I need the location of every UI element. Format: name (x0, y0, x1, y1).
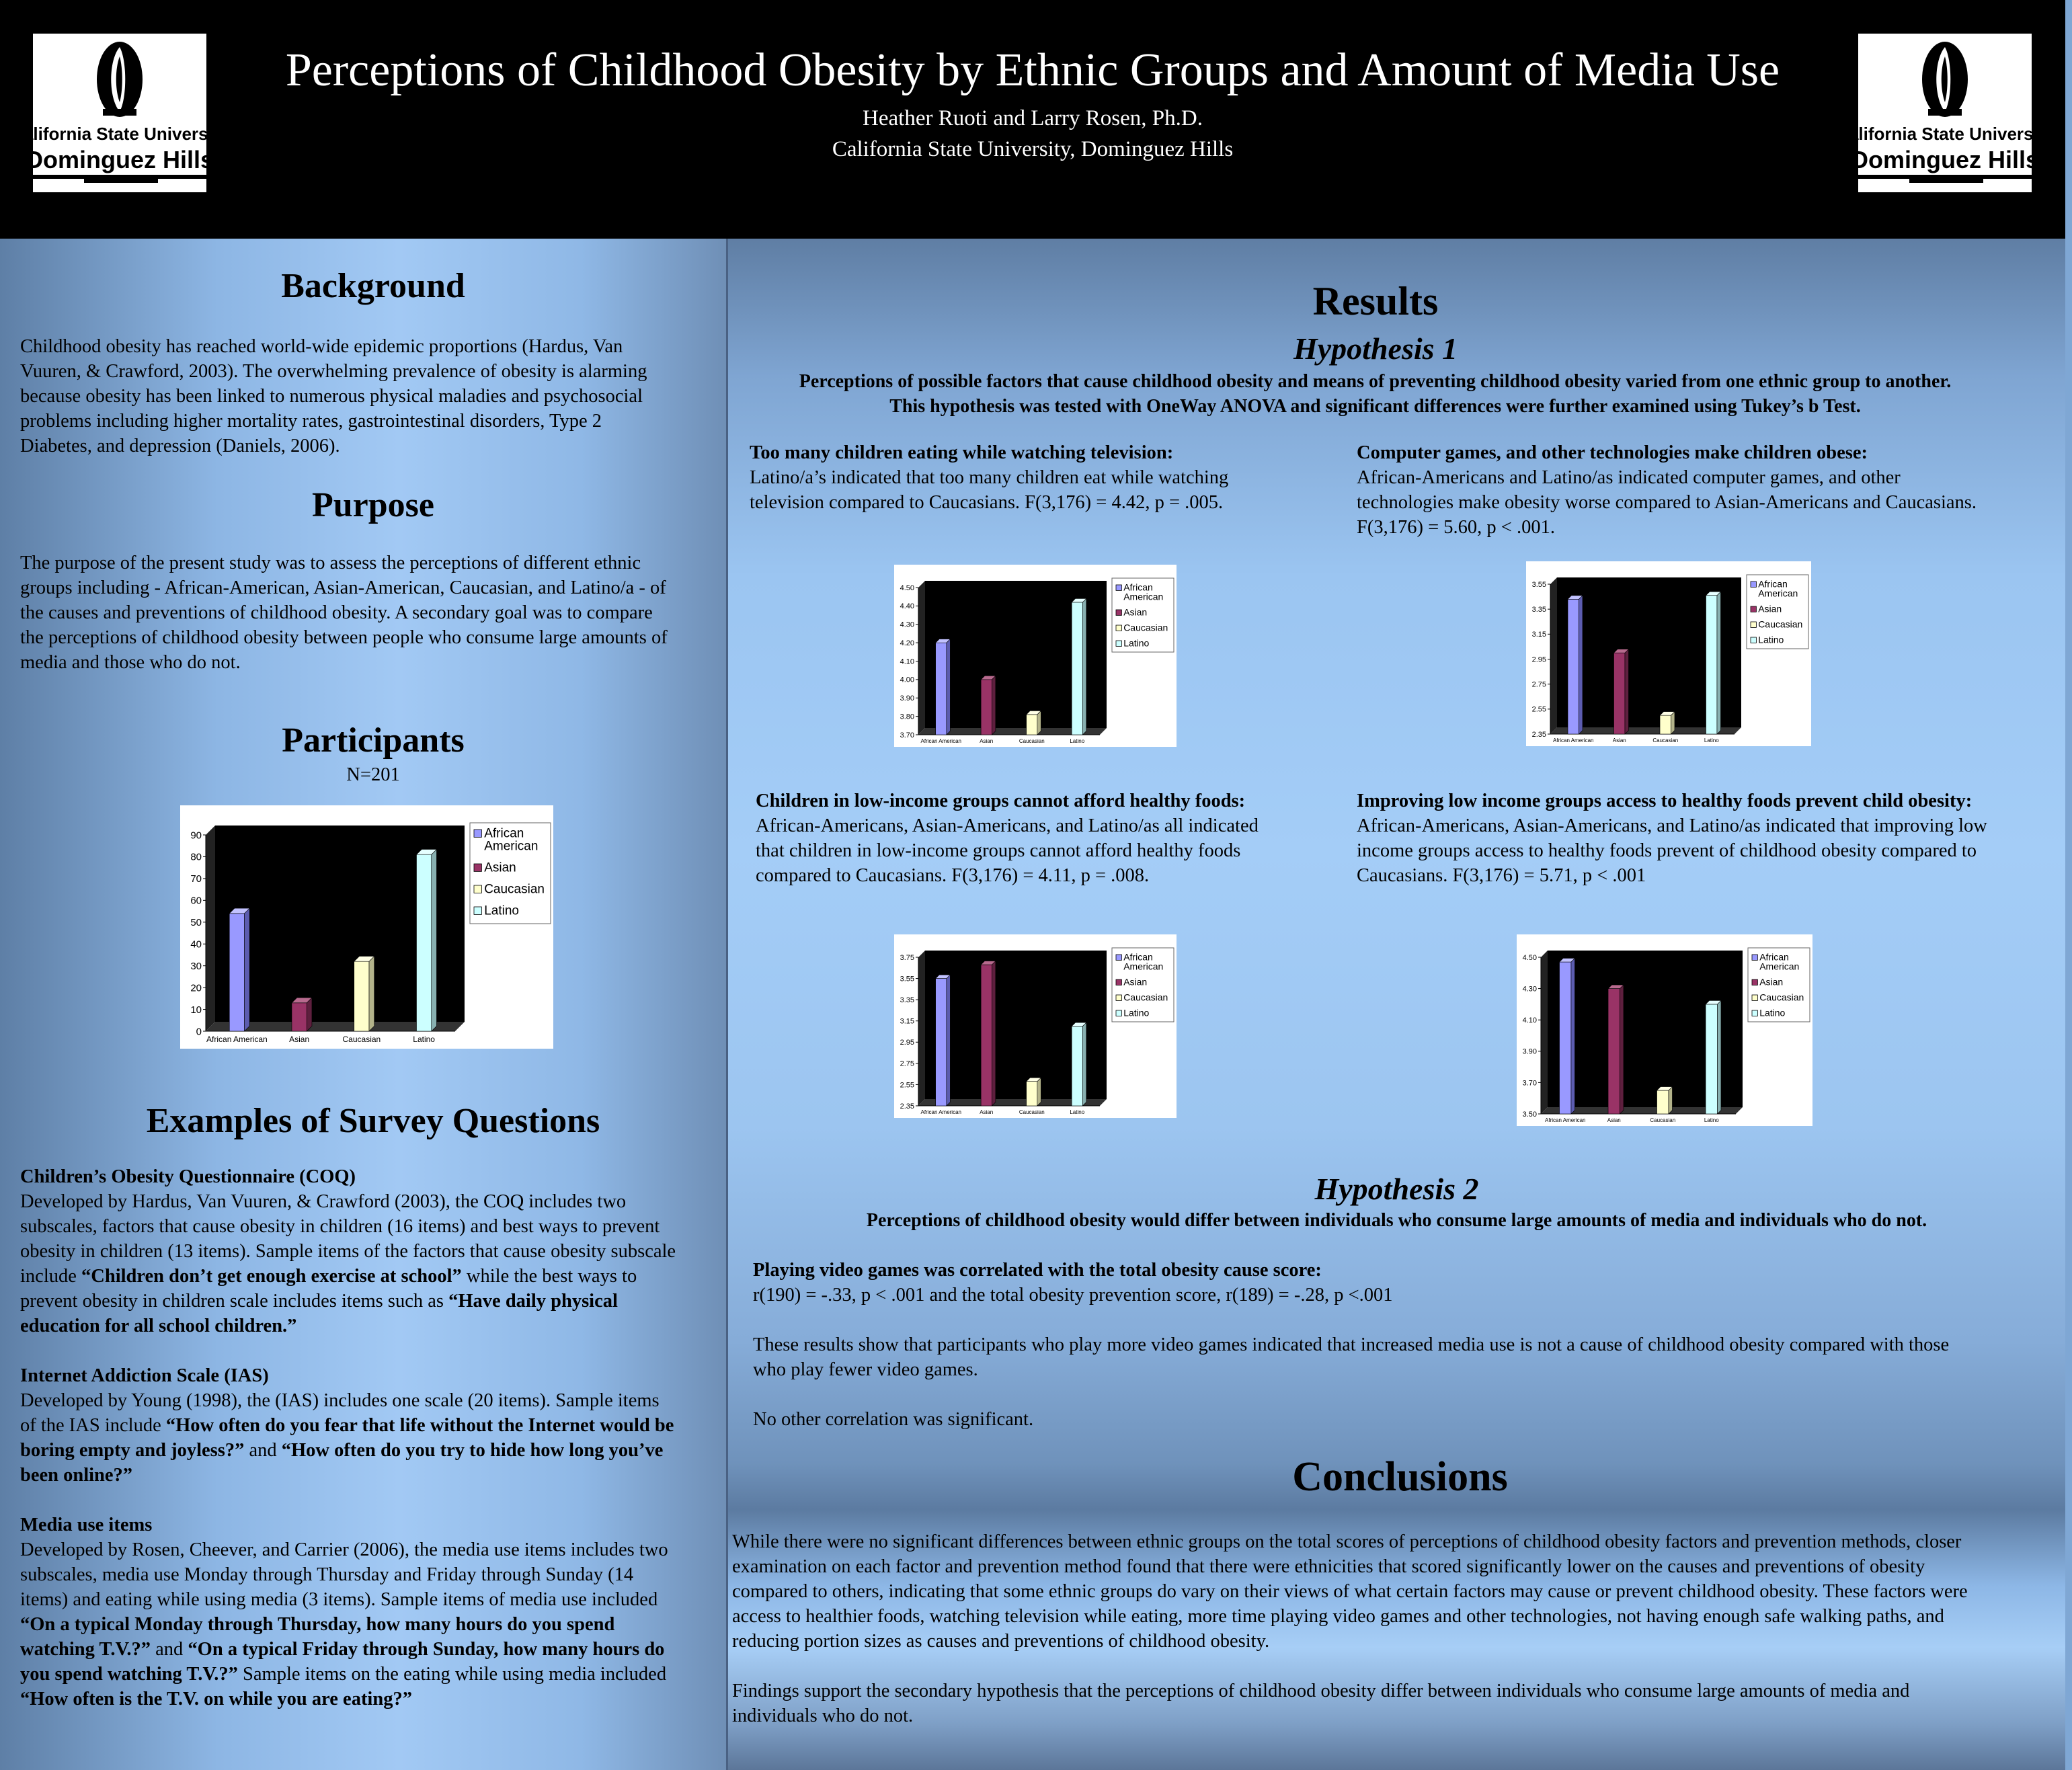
legend-label: Asian (1758, 603, 1782, 614)
bar (981, 680, 992, 735)
finding-title: Too many children eating while watching television: (750, 442, 1174, 463)
x-tick-label: Latino (1704, 737, 1719, 743)
purpose-text (20, 551, 726, 675)
spacer (20, 1338, 726, 1363)
survey-span: include (20, 1266, 82, 1287)
legend-swatch (474, 907, 481, 914)
y-tick-label: 3.35 (1531, 606, 1546, 614)
legend-label: Caucasian (1123, 622, 1168, 633)
access-chart (1517, 934, 1812, 1126)
chart-sidewall (918, 951, 925, 1106)
survey-quote: boring empty and joyless?” (20, 1440, 245, 1461)
hypothesis1-desc (728, 369, 2022, 419)
survey-quote: been online?” (20, 1465, 133, 1486)
bar (1608, 989, 1620, 1114)
participants-n: N=201 (346, 764, 400, 785)
bar-side (1625, 649, 1629, 734)
y-tick-label: 80 (190, 851, 202, 863)
participants-chart (180, 805, 553, 1049)
background-line: Diabetes, and depression (Daniels, 2006). (20, 436, 340, 456)
legend-swatch (1116, 641, 1121, 646)
legend-swatch (1752, 1010, 1757, 1016)
y-tick-label: 4.50 (900, 584, 914, 592)
x-tick-label: Latino (1704, 1117, 1719, 1123)
legend-label: Asian (1759, 976, 1784, 988)
hypothesis1-desc-line: This hypothesis was tested with OneWay ANOVA and significant differences were further examined using Tukey’s b Test. (889, 396, 1861, 417)
bar (981, 965, 992, 1106)
purpose-line: media and those who do not. (20, 652, 241, 673)
bar (1706, 596, 1717, 734)
finding-title: Children in low-income groups cannot afford healthy foods: (756, 791, 1246, 811)
survey-span: and (151, 1639, 188, 1660)
legend-swatch (1116, 955, 1121, 960)
tv-bar-chart (894, 565, 1177, 747)
y-tick-label: 2.55 (900, 1081, 914, 1090)
bar-side (307, 998, 312, 1031)
university-logo-right (1836, 34, 2054, 192)
logo-text-line1: California State University (1836, 124, 2054, 144)
legend-swatch (1116, 995, 1121, 1000)
finding-line: television compared to Caucasians. F(3,176) = 4.42, p = .005. (750, 492, 1224, 513)
legend-swatch (1751, 637, 1756, 643)
finding-afford (756, 789, 1354, 888)
participants-heading: Participants (282, 721, 465, 760)
survey-line: subscales, factors that cause obesity in children (16 items) and best ways to prevent (20, 1216, 660, 1237)
university-logo-left (11, 34, 229, 192)
background-line: because obesity has been linked to numerous physical maladies and psychosocial (20, 386, 643, 407)
y-tick-label: 2.35 (900, 1102, 914, 1111)
poster-title: Perceptions of Childhood Obesity by Ethnic Groups and Amount of Media Use (285, 44, 1780, 96)
bar-side (1620, 985, 1624, 1114)
survey-quote: you spend watching T.V.?” (20, 1664, 238, 1685)
x-tick-label: African American (206, 1035, 268, 1044)
legend-label: Caucasian (1758, 618, 1803, 630)
bar-side (1571, 958, 1575, 1114)
bar-side (1717, 1000, 1721, 1114)
afford-bar-chart (894, 934, 1177, 1118)
finding-line: African-Americans and Latino/as indicated computer games, and other (1357, 467, 1901, 488)
x-tick-label: Caucasian (1019, 1109, 1045, 1115)
legend-label: Asian (1123, 606, 1148, 618)
conclusions-line: access to healthier foods, watching television while eating, more time playing video games and other technologies, not having enough safe walking paths, and (732, 1606, 1944, 1627)
survey-line: Developed by Rosen, Cheever, and Carrier (2006), the media use items includes two (20, 1539, 668, 1560)
finding-line: income groups access to healthy foods prevent of childhood obesity compared to (1357, 840, 1977, 861)
y-tick-label: 4.10 (900, 657, 914, 666)
y-tick-label: 2.35 (1531, 730, 1546, 739)
bar (292, 1003, 307, 1031)
bar (1560, 962, 1571, 1114)
finding-line: compared to Caucasians. F(3,176) = 4.11, p = .008. (756, 865, 1150, 886)
coq-title: Children’s Obesity Questionnaire (COQ) (20, 1166, 356, 1187)
x-tick-label: Caucasian (342, 1035, 381, 1044)
games-chart (1526, 561, 1811, 746)
x-tick-label: Asian (289, 1035, 310, 1044)
spacer (20, 1488, 726, 1513)
legend-swatch (1752, 979, 1757, 985)
y-tick-label: 2.55 (1531, 705, 1546, 714)
y-tick-label: 4.50 (1522, 953, 1537, 962)
bar (1614, 653, 1625, 734)
bar (936, 643, 947, 735)
conclusions-line: compared to others, indicating that some ethnic groups do vary on their views of what certain factors may cause or prevent childhood obesity. These factors were (732, 1581, 1968, 1602)
survey-span: and (244, 1440, 282, 1461)
y-tick-label: 3.50 (1522, 1110, 1537, 1119)
y-tick-label: 90 (190, 830, 202, 842)
bar-side (1082, 1022, 1086, 1106)
bar (229, 914, 244, 1031)
legend-swatch (1752, 955, 1757, 960)
finding-title: Improving low income groups access to healthy foods prevent child obesity: (1357, 791, 1973, 811)
tv-chart (894, 565, 1177, 747)
poster-header (0, 0, 2065, 239)
afford-chart (894, 934, 1177, 1118)
legend-label: Caucasian (1123, 992, 1168, 1003)
legend-label: American (1123, 591, 1164, 602)
x-tick-label: Caucasian (1019, 738, 1045, 744)
survey-quote: “On a typical Friday through Sunday, how many hours do (188, 1639, 665, 1660)
y-tick-label: 2.75 (900, 1059, 914, 1068)
hypothesis2-finding-title: Playing video games was correlated with the total obesity cause score: (753, 1260, 1322, 1281)
hypothesis1-title: Hypothesis 1 (1293, 331, 1458, 366)
spacer (732, 1654, 2063, 1679)
conclusions-line: individuals who do not. (732, 1705, 914, 1726)
hypothesis2-title: Hypothesis 2 (1314, 1172, 1479, 1206)
hypothesis2-other: No other correlation was significant. (753, 1409, 1034, 1430)
survey-line: subscales, media use Monday through Thursday and Friday through Sunday (14 (20, 1564, 634, 1585)
conclusions-heading: Conclusions (1292, 1454, 1508, 1500)
bar-side (1669, 1087, 1673, 1114)
bar (1072, 1027, 1082, 1106)
x-tick-label: Caucasian (1650, 1117, 1676, 1123)
finding-line: that children in low-income groups cannot afford healthy foods (756, 840, 1241, 861)
bar (354, 961, 369, 1031)
chart-sidewall (918, 581, 925, 735)
y-tick-label: 4.30 (900, 620, 914, 629)
legend-label: Latino (1123, 637, 1150, 649)
x-tick-label: Asian (980, 1109, 994, 1115)
spacer (753, 1382, 2061, 1407)
bar (936, 979, 947, 1106)
legend-label: Latino (484, 903, 519, 918)
logo-text-line2: Dominguez Hills (1850, 146, 2040, 173)
legend-label: Caucasian (1759, 992, 1804, 1003)
survey-line (20, 1289, 726, 1314)
participants-bar-chart (180, 805, 553, 1049)
bar-side (1037, 1078, 1041, 1106)
bar (1657, 1090, 1669, 1114)
hypothesis2-finding-text: r(190) = -.33, p < .001 and the total obesity prevention score, r(189) = -.28, p <.001 (753, 1285, 1393, 1305)
finding-tv (750, 440, 1355, 515)
survey-quote: “How often is the T.V. on while you are eating?” (20, 1689, 412, 1709)
y-tick-label: 3.55 (1531, 580, 1546, 589)
chart-sidewall (1541, 951, 1548, 1114)
access-bar-chart (1517, 934, 1812, 1126)
bar (1706, 1004, 1717, 1114)
survey-quote: “Have daily physical (448, 1291, 618, 1312)
x-tick-label: African American (1553, 737, 1594, 743)
survey-line (20, 1264, 726, 1289)
legend-swatch (1751, 606, 1756, 612)
legend-label: African (1123, 951, 1153, 963)
y-tick-label: 3.90 (1522, 1047, 1537, 1056)
x-tick-label: Asian (980, 738, 994, 744)
legend-swatch (1116, 625, 1121, 631)
hypothesis2-summary-line: These results show that participants who play more video games indicated that increased media use is not a cause of childhood obesity compared with those (753, 1334, 1950, 1355)
background-text (20, 334, 726, 458)
y-tick-label: 3.55 (900, 975, 914, 983)
y-tick-label: 50 (190, 917, 202, 929)
bar-side (432, 850, 437, 1032)
conclusions-line: While there were no significant differences between ethnic groups on the total scores of perceptions of childhood obesity factors and prevention methods, closer (732, 1531, 1962, 1552)
bar (1027, 1082, 1037, 1106)
purpose-line: groups including - African-American, Asian-American, Caucasian, and Latino/a - of (20, 577, 666, 598)
survey-quote: “How often do you fear that life without the Internet would be (165, 1415, 674, 1436)
legend-swatch (474, 864, 481, 871)
y-tick-label: 10 (190, 1004, 202, 1016)
y-tick-label: 4.40 (900, 602, 914, 611)
x-tick-label: Asian (1607, 1117, 1621, 1123)
legend-swatch (474, 885, 481, 893)
survey-line (20, 1662, 726, 1687)
purpose-line: the perceptions of childhood obesity between people who consume large amounts of (20, 627, 668, 648)
bar (416, 854, 431, 1031)
survey-heading: Examples of Survey Questions (146, 1102, 600, 1140)
spacer (753, 1308, 2061, 1332)
bar-side (992, 961, 996, 1106)
background-line: Vuuren, & Crawford, 2003). The overwhelming prevalence of obesity is alarming (20, 361, 647, 382)
legend-swatch (1116, 610, 1121, 615)
y-tick-label: 60 (190, 895, 202, 907)
background-heading: Background (281, 267, 465, 305)
y-tick-label: 4.20 (900, 639, 914, 647)
y-tick-label: 2.95 (900, 1039, 914, 1047)
chart-sidewall (206, 826, 215, 1031)
survey-quote: education for all school children.” (20, 1316, 297, 1336)
survey-span: of the IAS include (20, 1415, 166, 1436)
x-tick-label: Latino (1070, 1109, 1085, 1115)
legend-swatch (1116, 1010, 1121, 1016)
bar-side (992, 676, 996, 735)
legend-swatch (1752, 995, 1757, 1000)
survey-line: obesity in children (13 items). Sample items of the factors that cause obesity subscale (20, 1241, 676, 1262)
x-tick-label: African American (920, 738, 961, 744)
legend-label: Latino (1758, 634, 1784, 645)
survey-quote: “Children don’t get enough exercise at school” (81, 1266, 462, 1287)
y-tick-label: 2.75 (1531, 680, 1546, 689)
survey-line: Developed by Young (1998), the (IAS) includes one scale (20 items). Sample items (20, 1390, 660, 1411)
finding-line: African-Americans, Asian-Americans, and Latino/as all indicated (756, 815, 1259, 836)
y-tick-label: 3.80 (900, 713, 914, 721)
y-tick-label: 3.15 (1531, 631, 1546, 639)
x-tick-label: Latino (413, 1035, 435, 1044)
legend-swatch (1751, 622, 1756, 627)
y-tick-label: 4.00 (900, 676, 914, 684)
background-line: problems including higher mortality rates, gastrointestinal disorders, Type 2 (20, 411, 602, 432)
bar-side (245, 908, 250, 1031)
y-tick-label: 4.10 (1522, 1016, 1537, 1025)
legend-label: African (484, 826, 524, 841)
logo-text-line2: Dominguez Hills (25, 146, 214, 173)
ias-title: Internet Addiction Scale (IAS) (20, 1365, 269, 1386)
finding-line: Latino/a’s indicated that too many children eat while watching (750, 467, 1229, 488)
poster-authors: Heather Ruoti and Larry Rosen, Ph.D. (863, 106, 1203, 130)
legend-swatch (1116, 979, 1121, 985)
bar (1660, 715, 1671, 734)
bar-side (947, 639, 951, 735)
legend-label: Asian (484, 860, 516, 875)
survey-quote: watching T.V.?” (20, 1639, 151, 1660)
results-heading: Results (1312, 279, 1439, 323)
bar-side (1579, 596, 1583, 734)
poster-affiliation: California State University, Dominguez Hills (832, 137, 1234, 161)
x-tick-label: African American (920, 1109, 961, 1115)
legend-label: American (1758, 588, 1798, 599)
legend-label: Latino (1123, 1007, 1150, 1018)
finding-games (1357, 440, 2063, 540)
conclusions-text (732, 1529, 2063, 1728)
survey-span: Sample items on the eating while using media included (237, 1664, 667, 1685)
y-tick-label: 20 (190, 982, 202, 994)
legend-swatch (1116, 585, 1121, 590)
legend-label: African (1759, 951, 1789, 963)
finding-line: Caucasians. F(3,176) = 5.71, p < .001 (1357, 865, 1646, 886)
legend-label: Latino (1759, 1007, 1786, 1018)
bar-side (1037, 711, 1041, 735)
bar (1072, 602, 1082, 735)
y-tick-label: 3.70 (900, 731, 914, 739)
legend-label: African (1123, 581, 1153, 593)
y-tick-label: 30 (190, 960, 202, 972)
finding-line: technologies make obesity worse compared to Asian-Americans and Caucasians. (1357, 492, 1977, 513)
survey-text (20, 1164, 726, 1712)
survey-span: prevent obesity in children scale includes items such as (20, 1291, 449, 1312)
survey-line: Developed by Hardus, Van Vuuren, & Crawford (2003), the COQ includes two (20, 1191, 627, 1212)
y-tick-label: 2.95 (1531, 655, 1546, 664)
logo-text-line1: California State University (11, 124, 229, 144)
finding-access (1357, 789, 2063, 888)
x-tick-label: Caucasian (1652, 737, 1679, 743)
survey-line (20, 1438, 726, 1463)
conclusions-line: examination on each factor and prevention method found that there were ethnicities that scored significantly lower on the causes and preventions of obesity (732, 1556, 1925, 1577)
y-tick-label: 3.90 (900, 694, 914, 703)
y-tick-label: 4.30 (1522, 985, 1537, 994)
y-tick-label: 0 (196, 1026, 202, 1038)
y-tick-label: 70 (190, 873, 202, 885)
x-tick-label: African American (1545, 1117, 1586, 1123)
legend-label: Asian (1123, 976, 1148, 988)
y-tick-label: 3.70 (1522, 1079, 1537, 1088)
survey-quote: “How often do you try to hide how long you’ve (281, 1440, 664, 1461)
games-bar-chart (1526, 561, 1811, 746)
survey-line: items) and eating while using media (3 items). Sample items of media use included (20, 1589, 658, 1610)
finding-line: F(3,176) = 5.60, p < .001. (1357, 517, 1555, 538)
purpose-line: The purpose of the present study was to assess the perceptions of different ethnic (20, 553, 641, 573)
hypothesis2-desc: Perceptions of childhood obesity would differ between individuals who consume large amounts of media and individuals who do not. (866, 1210, 1927, 1231)
background-line: Childhood obesity has reached world-wide epidemic proportions (Hardus, Van (20, 336, 623, 357)
conclusions-line: Findings support the secondary hypothesis that the perceptions of childhood obesity differ between individuals who consume large amounts of media and (732, 1681, 1910, 1701)
legend-label: African (1758, 578, 1788, 590)
bar-side (369, 956, 374, 1031)
chart-sidewall (1550, 577, 1557, 734)
survey-line (20, 1637, 726, 1662)
y-tick-label: 3.75 (900, 953, 914, 962)
hypothesis2-findings (753, 1258, 2061, 1432)
bar (1027, 715, 1037, 735)
hypothesis2-summary-line: who play fewer video games. (753, 1359, 978, 1380)
media-title: Media use items (20, 1515, 153, 1535)
legend-label: American (484, 839, 539, 854)
legend-swatch (474, 830, 481, 837)
x-tick-label: Latino (1070, 738, 1085, 744)
bar-side (1082, 598, 1086, 735)
csudh-logo-icon (1836, 34, 2054, 192)
legend-label: American (1123, 961, 1164, 972)
bar (1568, 599, 1579, 734)
conclusions-line: reducing portion sizes as causes and preventions of childhood obesity. (732, 1631, 1270, 1652)
finding-title: Computer games, and other technologies make children obese: (1357, 442, 1868, 463)
survey-quote: “On a typical Monday through Thursday, how many hours do you spend (20, 1614, 615, 1635)
y-tick-label: 40 (190, 938, 202, 951)
legend-swatch (1751, 581, 1756, 587)
legend-label: American (1759, 961, 1800, 972)
csudh-logo-icon (11, 34, 229, 192)
purpose-line: the causes and preventions of childhood obesity. A secondary goal was to compare (20, 602, 653, 623)
y-tick-label: 3.35 (900, 996, 914, 1004)
bar-side (1717, 592, 1721, 734)
finding-line: African-Americans, Asian-Americans, and Latino/as indicated that improving low (1357, 815, 1987, 836)
y-tick-label: 3.15 (900, 1017, 914, 1026)
x-tick-label: Asian (1612, 737, 1626, 743)
survey-span: while the best ways to (461, 1266, 637, 1287)
survey-line (20, 1413, 726, 1438)
legend-label: Caucasian (484, 882, 545, 897)
bar-side (947, 975, 951, 1106)
hypothesis1-desc-line: Perceptions of possible factors that cause childhood obesity and means of preventing childhood obesity varied from one ethnic group to another. (799, 371, 1952, 392)
purpose-heading: Purpose (312, 486, 434, 524)
